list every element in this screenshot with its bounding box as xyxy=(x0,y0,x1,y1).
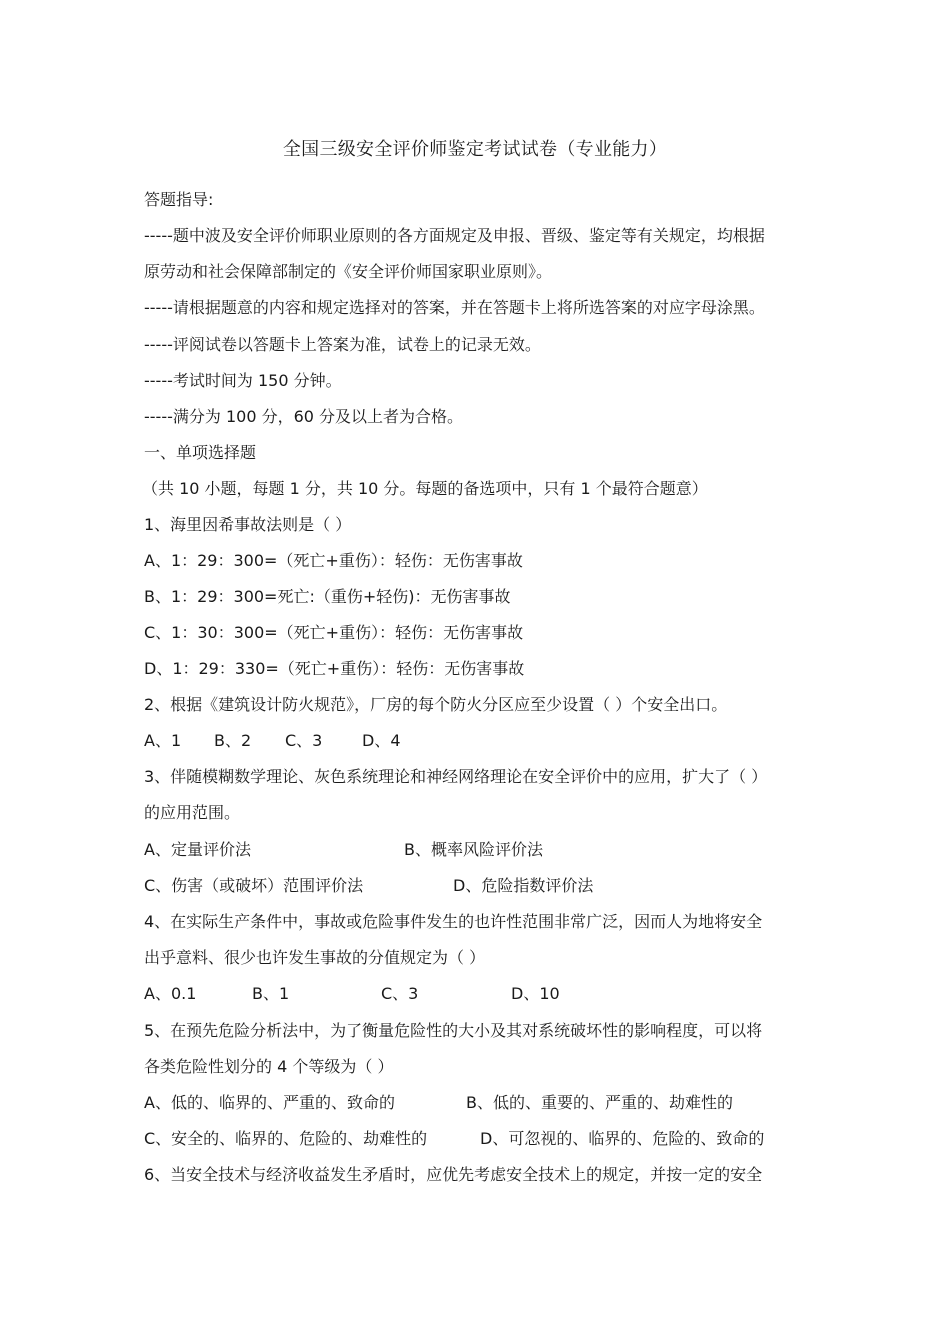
question-stem-continued: 各类危险性划分的 4 个等级为（ ） xyxy=(144,1057,394,1076)
instruction-line: -----满分为 100 分，60 分及以上者为合格。 xyxy=(144,407,464,426)
instruction-line: -----请根据题意的内容和规定选择对的答案，并在答题卡上将所选答案的对应字母涂黑。 xyxy=(144,298,765,317)
question-stem-continued: 的应用范围。 xyxy=(144,803,241,822)
document-title: 全国三级安全评价师鉴定考试试卷（专业能力） xyxy=(282,139,668,160)
option-b: B、低的、重要的、严重的、劫难性的 xyxy=(466,1093,733,1112)
instruction-line: -----题中波及安全评价师职业原则的各方面规定及申报、晋级、鉴定等有关规定，均根据 xyxy=(144,226,765,245)
instruction-line: 原劳动和社会保障部制定的《安全评价师国家职业原则》。 xyxy=(144,262,553,281)
question-stem: 4、在实际生产条件中，事故或危险事件发生的也许性范围非常广泛，因而人为地将安全 xyxy=(144,912,763,931)
option-a: A、定量评价法 xyxy=(144,840,251,859)
instruction-line: -----评阅试卷以答题卡上答案为准，试卷上的记录无效。 xyxy=(144,335,541,354)
option-a: A、低的、临界的、严重的、致命的 xyxy=(144,1093,395,1112)
option-d: D、危险指数评价法 xyxy=(453,876,594,895)
option-c: C、3 xyxy=(381,984,419,1003)
option-c: C、安全的、临界的、危险的、劫难性的 xyxy=(144,1129,428,1148)
option-b: B、1 xyxy=(252,984,290,1003)
instruction-line: -----考试时间为 150 分钟。 xyxy=(144,371,342,390)
option-b: B、2 xyxy=(214,731,252,750)
section-note: （共 10 小题，每题 1 分，共 10 分。每题的备选项中，只有 1 个最符合题意） xyxy=(142,479,708,498)
option-b: B、概率风险评价法 xyxy=(404,840,543,859)
section-heading: 一、单项选择题 xyxy=(144,443,257,462)
option-a: A、1：29：300=（死亡+重伤）：轻伤：无伤害事故 xyxy=(144,551,523,570)
option-c: C、1：30：300=（死亡+重伤）：轻伤：无伤害事故 xyxy=(144,623,524,642)
question-stem: 2、根据《建筑设计防火规范》，厂房的每个防火分区应至少设置（ ）个安全出口。 xyxy=(144,695,728,714)
instructions-heading: 答题指导: xyxy=(144,190,214,209)
question-stem: 5、在预先危险分析法中，为了衡量危险性的大小及其对系统破坏性的影响程度，可以将 xyxy=(144,1021,763,1040)
question-stem-continued: 出乎意料、很少也许发生事故的分值规定为（ ） xyxy=(144,948,486,967)
option-d: D、4 xyxy=(362,731,401,750)
option-a: A、0.1 xyxy=(144,984,197,1003)
question-stem: 1、海里因希事故法则是（ ） xyxy=(144,515,352,534)
option-c: C、伤害（或破坏）范围评价法 xyxy=(144,876,364,895)
option-d: D、10 xyxy=(511,984,560,1003)
option-d: D、可忽视的、临界的、危险的、致命的 xyxy=(480,1129,765,1148)
option-b: B、1：29：300=死亡:（重伤+轻伤)：无伤害事故 xyxy=(144,587,511,606)
option-d: D、1：29：330=（死亡+重伤）：轻伤：无伤害事故 xyxy=(144,659,525,678)
option-a: A、1 xyxy=(144,731,182,750)
question-stem: 6、当安全技术与经济收益发生矛盾时，应优先考虑安全技术上的规定，并按一定的安全 xyxy=(144,1165,763,1184)
option-c: C、3 xyxy=(285,731,323,750)
question-stem: 3、伴随模糊数学理论、灰色系统理论和神经网络理论在安全评价中的应用，扩大了（ ） xyxy=(144,767,768,786)
